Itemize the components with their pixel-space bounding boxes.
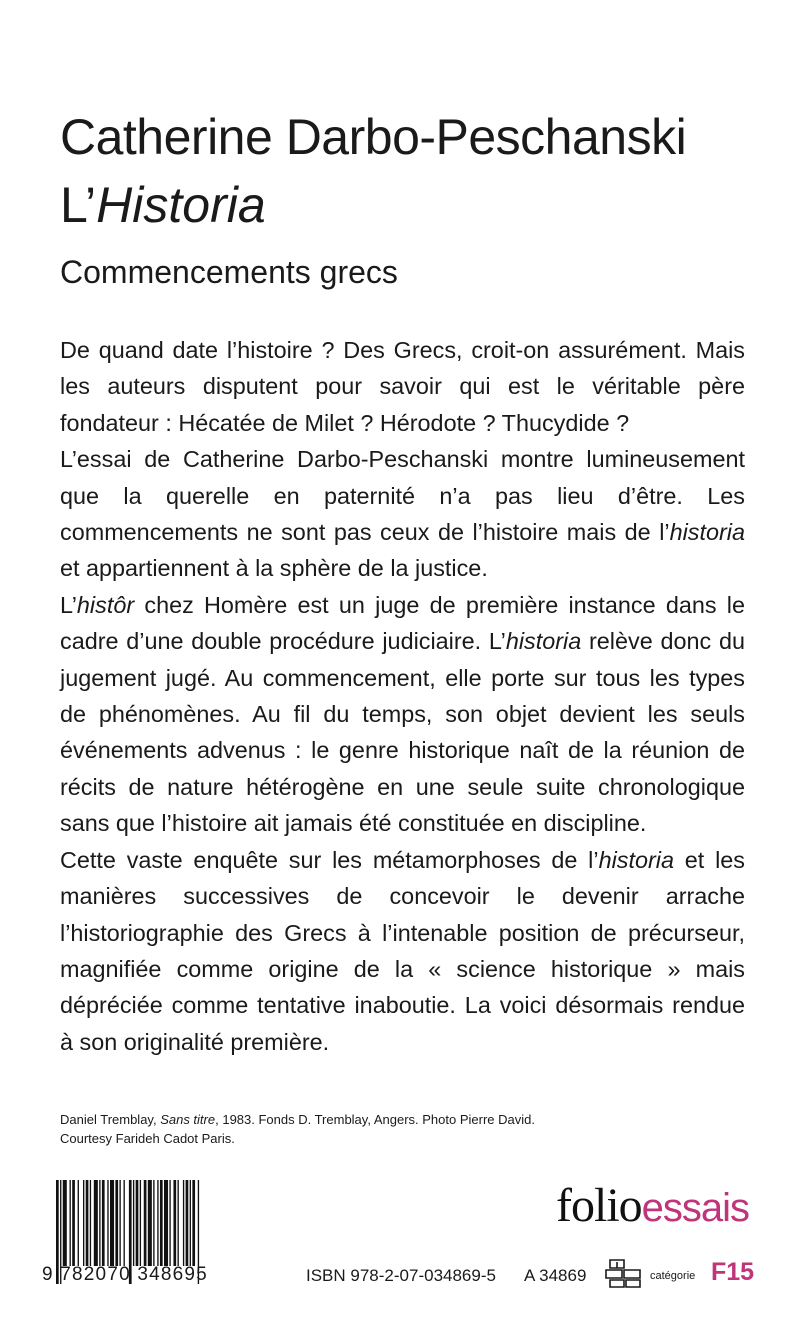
text-run: relève donc du jugement jugé. Au commencement, elle porte sur tous les types de phénomènes. Au fil du temps, son objet devient les seuls événements advenus : le genre historique naît de la réunion de récits de nature hétérogène en une seule suite chronologique sans que l’histoire ait jamais été constituée en discipline. (60, 628, 745, 837)
italic-run: Sans titre (160, 1112, 216, 1127)
italic-run: histôr (76, 591, 135, 618)
title-italic: Historia (96, 177, 266, 233)
text-run: L’ (60, 591, 77, 618)
title-prefix: L’ (60, 177, 97, 233)
blurb-paragraph-2 (60, 441, 745, 587)
text-run: L’essai de Catherine Darbo-Peschanski montre lumineusement que la querelle en paternité n’a pas lieu d’être. Les commencements ne sont pas ceux de l’histoire mais de l’ (60, 446, 745, 546)
blurb-paragraph-1: De quand date l’histoire ? Des Grecs, croit-on assurément. Mais les auteurs disputent pour savoir qui est le véritable père fondateur : Hécatée de Milet ? Hérodote ? Thucydide ? (60, 337, 745, 436)
book-title (60, 177, 266, 233)
italic-run: historia (669, 519, 745, 546)
blurb-paragraph-4 (60, 842, 745, 1060)
credit-line-1 (60, 1110, 535, 1129)
book-subtitle: Commencements grecs (60, 254, 398, 290)
product-code: A 34869 (524, 1266, 587, 1285)
credit-line-2: Courtesy Farideh Cadot Paris. (60, 1131, 235, 1146)
text-run: , 1983. Fonds D. Tremblay, Angers. Photo Pierre David. (215, 1112, 535, 1127)
logo-essais: essais (641, 1186, 750, 1230)
isbn: ISBN 978-2-07-034869-5 (306, 1266, 496, 1285)
category-label: catégorie (650, 1270, 696, 1282)
logo-folio: folio (556, 1179, 642, 1232)
folio-essais-logo (556, 1179, 750, 1232)
text-run: chez Homère est un juge de première instance dans le cadre d’une double procédure judiciaire. L’ (60, 591, 745, 655)
image-credit (60, 1110, 535, 1148)
italic-run: historia (505, 628, 582, 655)
blurb (60, 332, 745, 1060)
category-value: F15 (711, 1258, 755, 1286)
author-name: Catherine Darbo-Peschanski (60, 109, 687, 165)
text-run: Daniel Tremblay, (60, 1112, 161, 1127)
barcode-digits: 9 782070 348695 (42, 1264, 208, 1285)
text-run: Cette vaste enquête sur les métamorphoses de l’ (60, 846, 599, 873)
folio-book-stack-icon (604, 1258, 644, 1288)
blurb-paragraph-3 (60, 587, 745, 842)
text-run: et les manières successives de concevoir le devenir arrache l’historiographie des Grecs à l’intenable position de précurseur, magnifiée comme origine de la « science historique » mais dépréciée comme tentative inaboutie. La voici désormais rendue à son originalité première. (60, 846, 745, 1055)
italic-run: historia (598, 846, 674, 873)
text-run: et appartiennent à la sphère de la justice. (60, 555, 488, 582)
